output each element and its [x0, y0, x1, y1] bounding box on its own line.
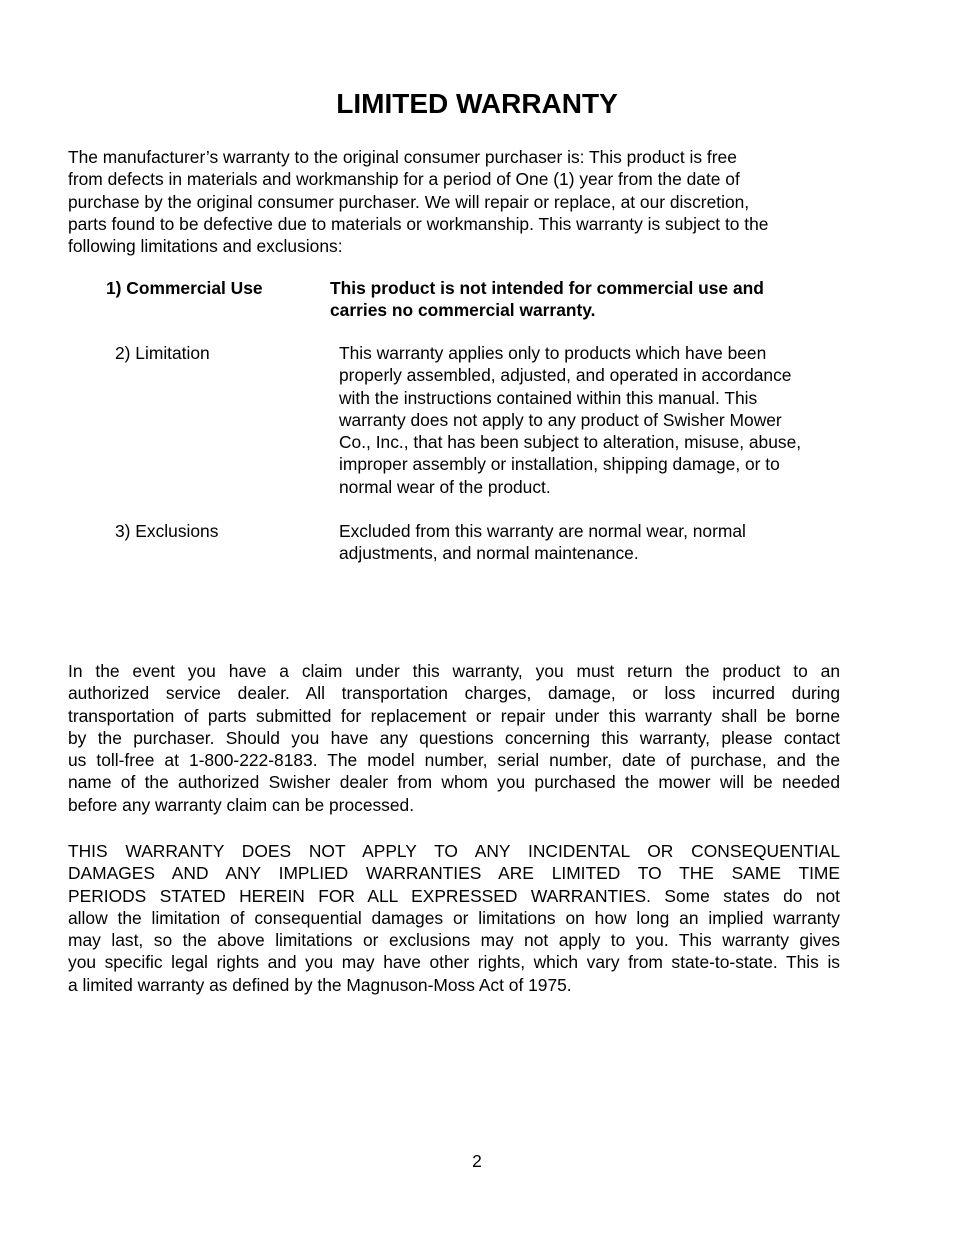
- term-line: This warranty applies only to products which have been: [339, 343, 767, 363]
- claim-line: before any warranty claim can be processed.: [68, 794, 415, 815]
- term-label-commercial-use: 1) Commercial Use: [106, 278, 263, 298]
- claim-line: us toll-free at 1-800-222-8183. The model number, serial number, date of purchase, and the: [68, 750, 840, 771]
- term-line: with the instructions contained within this manual. This: [339, 387, 758, 408]
- intro-line: following limitations and exclusions:: [68, 236, 343, 257]
- disclaimer-line: THIS WARRANTY DOES NOT APPLY TO ANY INCIDENTAL OR CONSEQUENTIAL: [68, 841, 840, 861]
- page-number: 2: [472, 1151, 482, 1171]
- term-line: adjustments, and normal maintenance.: [339, 543, 639, 564]
- term-line: Excluded from this warranty are normal wear, normal: [339, 521, 746, 541]
- disclaimer-line: a limited warranty as defined by the Magnuson-Moss Act of 1975.: [68, 974, 572, 995]
- intro-paragraph: [68, 146, 858, 257]
- claim-line: transportation of parts submitted for replacement or repair under this warranty shall be borne: [68, 705, 840, 726]
- intro-line: parts found to be defective due to materials or workmanship. This warranty is subject to the: [68, 213, 769, 234]
- claim-line: name of the authorized Swisher dealer from whom you purchased the mower will be needed: [68, 772, 840, 793]
- claim-line: authorized service dealer. All transportation charges, damage, or loss incurred during: [68, 683, 840, 704]
- term-label-exclusions: 3) Exclusions: [115, 521, 219, 541]
- term-label-limitation: 2) Limitation: [115, 343, 210, 363]
- disclaimer-line: may last, so the above limitations or exclusions may not apply to you. This warranty gives: [68, 930, 840, 951]
- disclaimer-line: you specific legal rights and you may have other rights, which vary from state-to-state. This is: [68, 952, 840, 973]
- term-line: Co., Inc., that has been subject to alteration, misuse, abuse,: [339, 432, 802, 453]
- disclaimer-line: allow the limitation of consequential damages or limitations on how long an implied warranty: [68, 907, 840, 928]
- term-line: carries no commercial warranty.: [330, 300, 596, 321]
- term-line: This product is not intended for commercial use and: [330, 278, 764, 298]
- term-body-limitation: [339, 342, 801, 498]
- disclaimer-line: DAMAGES AND ANY IMPLIED WARRANTIES ARE LIMITED TO THE SAME TIME: [68, 863, 840, 884]
- intro-line: purchase by the original consumer purchaser. We will repair or replace, at our discretion,: [68, 191, 750, 212]
- term-line: improper assembly or installation, shipping damage, or to: [339, 454, 780, 475]
- disclaimer-line: PERIODS STATED HEREIN FOR ALL EXPRESSED WARRANTIES. Some states do not: [68, 885, 840, 906]
- claim-line: In the event you have a claim under this warranty, you must return the product to an: [68, 661, 840, 681]
- term-body-exclusions: [339, 520, 746, 565]
- claim-line: by the purchaser. Should you have any questions concerning this warranty, please contact: [68, 727, 840, 748]
- term-line: properly assembled, adjusted, and operated in accordance: [339, 365, 792, 386]
- term-line: normal wear of the product.: [339, 476, 551, 497]
- disclaimer-paragraph: [68, 840, 840, 996]
- claim-paragraph: [68, 660, 840, 816]
- term-line: warranty does not apply to any product of Swisher Mower: [339, 409, 782, 430]
- intro-line: The manufacturer’s warranty to the original consumer purchaser is: This product is free: [68, 147, 737, 167]
- page-title: LIMITED WARRANTY: [336, 88, 618, 119]
- intro-line: from defects in materials and workmanship for a period of One (1) year from the date of: [68, 169, 740, 190]
- term-body-commercial-use: [330, 277, 764, 322]
